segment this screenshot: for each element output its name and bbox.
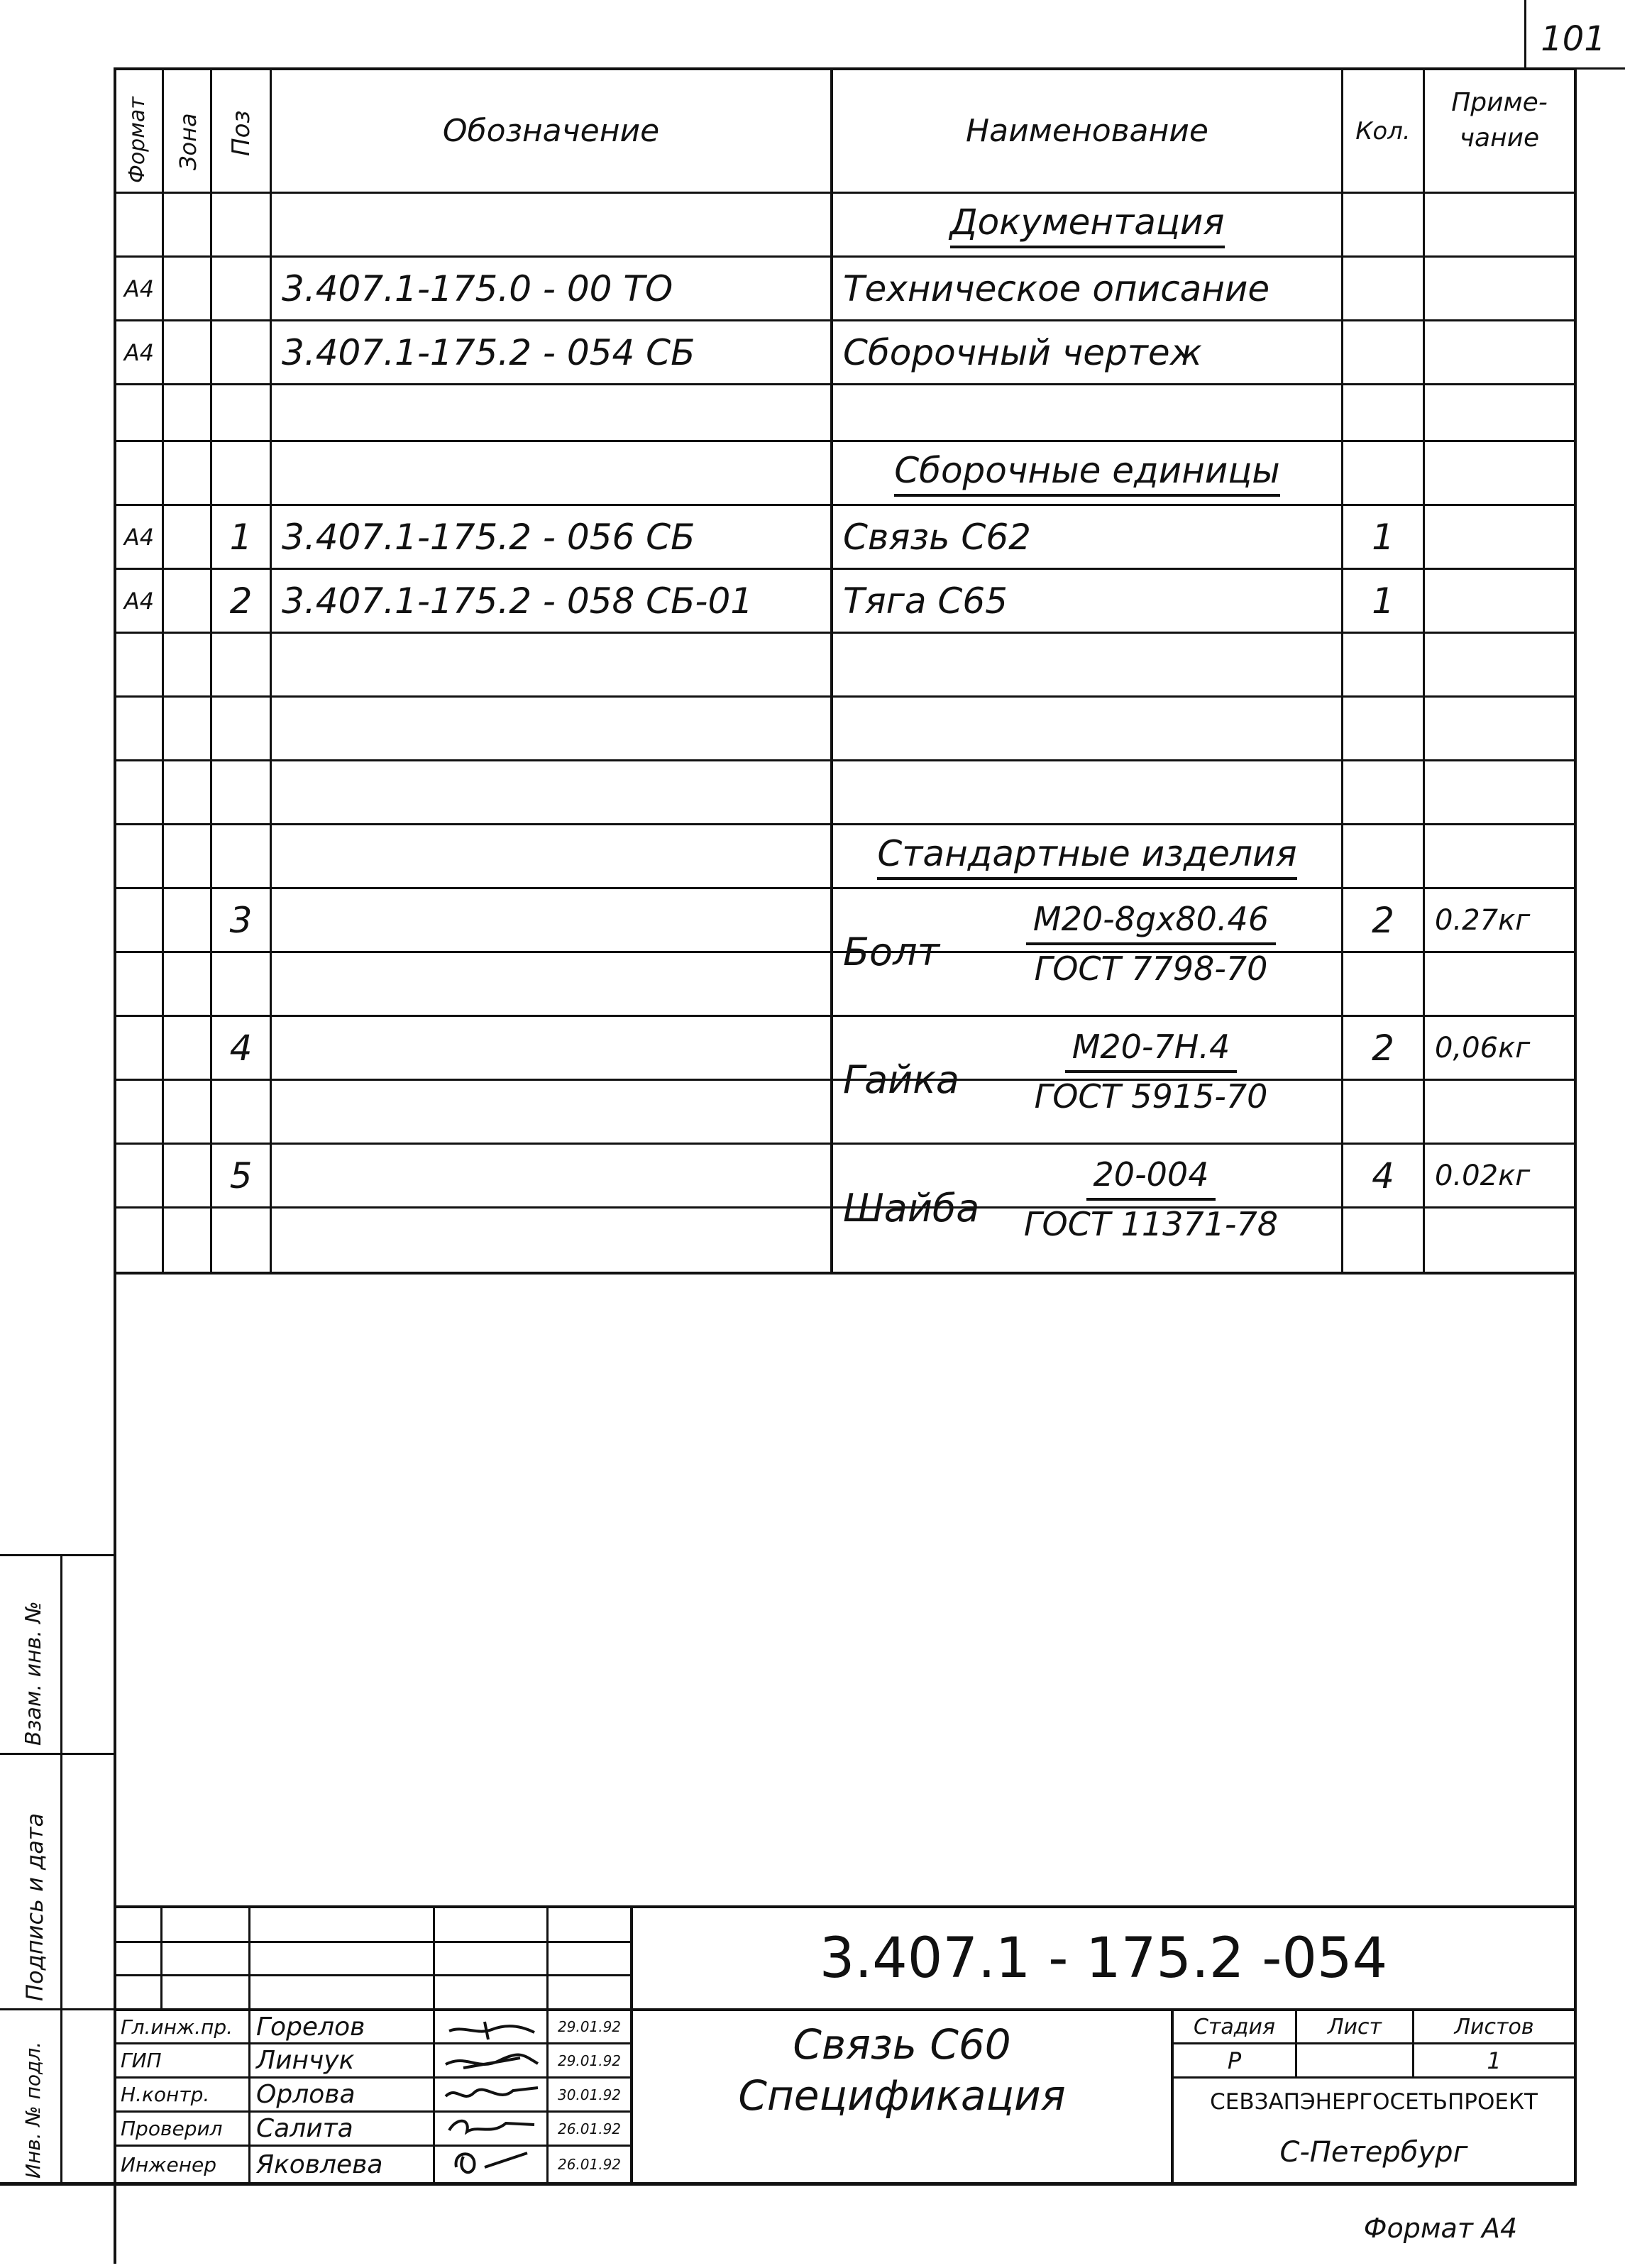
- col-line-pos: [270, 67, 272, 1274]
- margin-line: [0, 1554, 114, 1556]
- row-format: А4: [123, 275, 155, 302]
- header-pos: Поз: [227, 110, 255, 156]
- row-pos: 4: [229, 1027, 253, 1069]
- signer-role: Гл.инж.пр.: [121, 2015, 233, 2039]
- row-spec-gost: ГОСТ 11371-78: [1023, 1205, 1279, 1243]
- document-title: [633, 2019, 1171, 2121]
- sheet-label: Лист: [1327, 2014, 1382, 2039]
- row-line: [114, 632, 1575, 634]
- tb-line: [160, 1905, 162, 2008]
- section-standard: Стандартные изделия: [833, 825, 1341, 887]
- row-spec: [961, 1028, 1341, 1116]
- row-pos: 3: [229, 899, 253, 941]
- signer-name: Салита: [256, 2114, 353, 2143]
- margin-line: [60, 1554, 62, 2182]
- signer-name: Линчук: [256, 2046, 355, 2075]
- row-spec-top: М20-8gх80.46: [1026, 900, 1276, 945]
- header-note-line2: чание: [1459, 123, 1540, 153]
- header-designation: Обозначение: [442, 113, 660, 149]
- header-zone: Зона: [175, 113, 202, 170]
- tb-line: [114, 1974, 632, 1976]
- sheets-label: Листов: [1454, 2014, 1534, 2039]
- row-name: Сборочный чертеж: [843, 331, 1202, 373]
- row-qty: 2: [1372, 1027, 1394, 1069]
- signer-name: Орлова: [256, 2080, 356, 2109]
- sheet-number-divider: [1524, 0, 1526, 67]
- tb-line: [114, 1941, 632, 1943]
- sheets-value: 1: [1487, 2047, 1502, 2074]
- row-line: [114, 383, 1575, 385]
- row-format: А4: [123, 338, 155, 366]
- row-name: Связь С62: [843, 516, 1031, 558]
- signer-role: Проверил: [121, 2117, 223, 2140]
- row-name: Техническое описание: [843, 268, 1270, 309]
- row-note: 0,06кг: [1435, 1031, 1531, 1064]
- signer-date: 26.01.92: [557, 2120, 622, 2137]
- row-name: Гайка: [843, 1057, 959, 1102]
- row-spec-gost: ГОСТ 5915-70: [1034, 1077, 1268, 1116]
- signer-name: Горелов: [256, 2012, 365, 2042]
- row-note: 0.27кг: [1435, 903, 1531, 937]
- doc-code: 3.407.1 - 175.2 -054: [819, 1926, 1388, 1991]
- organization: СЕВЗАПЭНЕРГОСЕТЬПРОЕКТ: [1210, 2089, 1538, 2115]
- section-assemblies: Сборочные единицы: [833, 442, 1341, 504]
- row-qty: 1: [1372, 580, 1394, 622]
- col-line-name: [1341, 67, 1343, 1274]
- row-designation: 3.407.1-175.2 - 054 СБ: [282, 331, 695, 373]
- margin-line: [0, 1753, 114, 1755]
- signer-role: Н.контр.: [121, 2083, 210, 2106]
- row-pos: 2: [229, 580, 253, 622]
- col-line-zone: [210, 67, 212, 1274]
- margin-line: [0, 2008, 114, 2010]
- sheet-number: 101: [1541, 19, 1606, 59]
- row-spec-gost: ГОСТ 7798-70: [1034, 949, 1268, 988]
- row-spec-top: М20-7Н.4: [1065, 1028, 1238, 1073]
- row-qty: 4: [1372, 1155, 1394, 1196]
- city: С-Петербург: [1279, 2135, 1468, 2169]
- row-designation: 3.407.1-175.2 - 056 СБ: [282, 516, 695, 558]
- signer-role: ГИП: [121, 2049, 162, 2072]
- header-format: Формат: [125, 97, 150, 183]
- title-line2: Спецификация: [738, 2071, 1066, 2120]
- row-format: А4: [123, 587, 155, 615]
- stage-value: Р: [1227, 2047, 1242, 2074]
- header-note-line1: Приме-: [1451, 88, 1548, 117]
- side-label-sign-date: Подпись и дата: [21, 1812, 48, 2001]
- signer-role: Инженер: [121, 2152, 217, 2176]
- row-name: Тяга С65: [843, 580, 1008, 622]
- row-format: А4: [123, 523, 155, 551]
- row-qty: 1: [1372, 516, 1394, 558]
- section-documentation: Документация: [833, 194, 1341, 255]
- table-bottom-line: [114, 1272, 1575, 1275]
- row-spec-top: 20-004: [1086, 1155, 1216, 1201]
- signer-name: Яковлева: [256, 2149, 383, 2179]
- col-line-format: [162, 67, 164, 1274]
- signer-date: 26.01.92: [557, 2156, 622, 2173]
- row-designation: 3.407.1-175.0 - 00 ТО: [282, 268, 673, 309]
- header-name: Наименование: [966, 113, 1208, 149]
- signer-date: 29.01.92: [557, 2018, 622, 2035]
- signer-date: 29.01.92: [557, 2052, 622, 2069]
- signatures-image: [435, 2011, 546, 2182]
- format-footer: Формат А4: [1363, 2213, 1518, 2244]
- signer-date: 30.01.92: [557, 2086, 622, 2103]
- col-line-qty: [1423, 67, 1425, 1274]
- header-note: [1425, 85, 1574, 156]
- row-spec: [961, 1155, 1341, 1243]
- stage-label: Стадия: [1193, 2014, 1276, 2039]
- side-label-vzam: Взам. инв. №: [21, 1601, 46, 1746]
- row-designation: 3.407.1-175.2 - 058 СБ-01: [282, 580, 754, 622]
- row-qty: 2: [1372, 899, 1394, 941]
- frame-left: [114, 67, 116, 2264]
- row-pos: 1: [229, 516, 253, 558]
- title-line1: Связь С60: [793, 2020, 1011, 2069]
- row-note: 0.02кг: [1435, 1159, 1531, 1192]
- row-pos: 5: [229, 1155, 253, 1196]
- row-line: [114, 695, 1575, 698]
- row-name: Шайба: [843, 1186, 980, 1231]
- row-spec: [961, 900, 1341, 988]
- side-label-inv: Инв. № подл.: [21, 2041, 45, 2179]
- row-line: [114, 759, 1575, 761]
- header-qty: Кол.: [1355, 116, 1411, 145]
- frame-bottom: [0, 2182, 1577, 2186]
- row-name: Болт: [843, 930, 940, 974]
